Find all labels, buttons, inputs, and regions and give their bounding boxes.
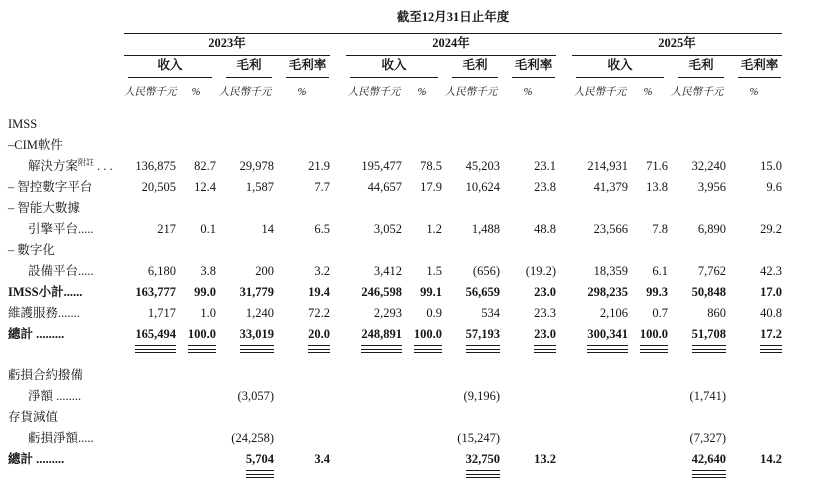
value-cell: (9,196) <box>463 389 500 403</box>
value-cell: 14.2 <box>760 452 782 466</box>
value-cell: 44,657 <box>367 180 402 194</box>
total-number: 248,891 <box>361 324 402 346</box>
value-cell: 195,477 <box>361 159 402 173</box>
row-label <box>0 156 124 177</box>
value-cell: 10,624 <box>465 180 500 194</box>
row-label <box>0 219 124 240</box>
value-cell: 23,566 <box>593 222 628 236</box>
value-cell: 3.8 <box>200 264 216 278</box>
row-label <box>0 240 124 261</box>
total-number: 100.0 <box>640 324 668 346</box>
total-value <box>126 324 176 353</box>
value-cell: 23.1 <box>534 159 556 173</box>
total-number: 51,708 <box>692 324 726 346</box>
total-value <box>683 449 726 478</box>
value-cell: 0.1 <box>200 222 216 236</box>
row-label <box>0 282 124 303</box>
value-cell: 41,379 <box>593 180 628 194</box>
unit-percent: % <box>297 87 307 98</box>
row-label-text: 存貨減值 <box>8 410 59 424</box>
financial-table <box>0 6 831 478</box>
column-header-revenue: 收入 <box>128 55 212 78</box>
value-cell: 78.5 <box>420 159 442 173</box>
value-cell: 23.0 <box>534 285 556 299</box>
unit-rmb-thousand: 人民幣千元 <box>218 87 272 98</box>
unit-rmb-thousand: 人民幣千元 <box>444 87 498 98</box>
row-label-text: –CIM軟件 <box>8 138 63 152</box>
row-label-text: 虧損合約撥備 <box>8 368 84 382</box>
value-cell: 534 <box>481 306 500 320</box>
value-cell: 1,717 <box>147 306 176 320</box>
value-cell: 1.2 <box>426 222 442 236</box>
total-number: 100.0 <box>188 324 216 346</box>
total-number: 42,640 <box>692 449 726 471</box>
double-rule <box>246 474 274 478</box>
unit-percent: % <box>417 87 427 98</box>
row-label-text: – 智能大數據 <box>8 201 80 215</box>
value-cell: 214,931 <box>587 159 628 173</box>
value-cell: 13.2 <box>534 452 556 466</box>
value-cell: 3.2 <box>314 264 330 278</box>
row-label <box>0 135 124 156</box>
unit-percent: % <box>523 87 533 98</box>
value-cell: (7,327) <box>689 431 726 445</box>
row-label <box>0 261 124 282</box>
value-cell: 71.6 <box>646 159 668 173</box>
value-cell: 32,240 <box>691 159 726 173</box>
total-value <box>179 324 216 353</box>
row-label <box>0 407 124 428</box>
value-cell <box>628 324 668 353</box>
dot-leader: . . . <box>94 159 113 173</box>
value-cell: (656) <box>472 264 500 278</box>
value-cell: 7.8 <box>652 222 668 236</box>
value-cell: 23.3 <box>534 306 556 320</box>
double-rule <box>466 474 500 478</box>
value-cell: 3,412 <box>373 264 402 278</box>
total-value <box>525 324 556 353</box>
value-cell: 1.5 <box>426 264 442 278</box>
year-header-2023: 2023年 <box>124 33 330 56</box>
double-rule <box>692 474 726 478</box>
total-number: 17.2 <box>760 324 782 346</box>
value-cell: 13.8 <box>646 180 668 194</box>
unit-rmb-thousand: 人民幣千元 <box>670 87 724 98</box>
row-label-text: 淨額 ........ <box>28 389 82 403</box>
value-cell <box>726 324 782 353</box>
unit-rmb-thousand: 人民幣千元 <box>124 87 177 98</box>
row-label-text: 虧損淨額..... <box>28 431 94 445</box>
value-cell: 298,235 <box>587 285 628 299</box>
value-cell: 99.1 <box>420 285 442 299</box>
row-label <box>0 198 124 219</box>
value-cell <box>346 324 402 353</box>
value-cell: 246,598 <box>361 285 402 299</box>
total-number: 23.0 <box>534 324 556 346</box>
value-cell <box>124 324 176 353</box>
unit-rmb-thousand: 人民幣千元 <box>573 87 627 98</box>
footnote-marker: 附註 <box>78 157 95 167</box>
value-cell: 50,848 <box>691 285 726 299</box>
value-cell: 29,978 <box>239 159 274 173</box>
row-label-text: – 智控數字平台 <box>8 180 93 194</box>
value-cell <box>176 324 216 353</box>
row-label-text: 維護服務....... <box>8 306 80 320</box>
column-header-revenue: 收入 <box>350 55 438 78</box>
value-cell: 6.5 <box>314 222 330 236</box>
value-cell: 6,890 <box>697 222 726 236</box>
total-number: 20.0 <box>308 324 330 346</box>
value-cell: 45,203 <box>465 159 500 173</box>
value-cell <box>274 324 330 353</box>
column-header-gross-margin: 毛利率 <box>738 55 781 78</box>
value-cell: 860 <box>707 306 726 320</box>
value-cell: (1,741) <box>689 389 726 403</box>
value-cell: (24,258) <box>231 431 274 445</box>
value-cell: 1,240 <box>245 306 274 320</box>
row-label-text: 設備平台..... <box>28 264 94 278</box>
value-cell: 56,659 <box>465 285 500 299</box>
column-header-gross-margin: 毛利率 <box>286 55 329 78</box>
total-value <box>683 324 726 353</box>
value-cell: 19.4 <box>308 285 330 299</box>
value-cell: 3,956 <box>697 180 726 194</box>
row-label <box>0 386 124 407</box>
total-value <box>237 449 274 478</box>
value-cell <box>442 324 500 353</box>
total-value <box>631 324 668 353</box>
table-title: 截至12月31日止年度 <box>124 7 782 34</box>
total-number: 57,193 <box>466 324 500 346</box>
value-cell <box>216 324 274 353</box>
year-header-2025: 2025年 <box>572 33 782 56</box>
total-value <box>231 324 274 353</box>
total-number: 300,341 <box>587 324 628 346</box>
total-value <box>578 324 628 353</box>
unit-percent: % <box>191 87 201 98</box>
row-label-text: – 數字化 <box>8 243 55 257</box>
row-label-text: IMSS小計...... <box>8 285 83 299</box>
row-label-text: 總計 ......... <box>8 327 65 341</box>
value-cell: 1,488 <box>471 222 500 236</box>
value-cell: 29.2 <box>760 222 782 236</box>
row-label-text: 總計 ......... <box>8 452 65 466</box>
total-number: 165,494 <box>135 324 176 346</box>
value-cell: 1,587 <box>245 180 274 194</box>
value-cell: (3,057) <box>237 389 274 403</box>
total-value <box>352 324 402 353</box>
value-cell: 40.8 <box>760 306 782 320</box>
value-cell: 99.3 <box>646 285 668 299</box>
row-spacer <box>0 353 782 365</box>
value-cell <box>668 449 726 478</box>
value-cell: (19.2) <box>525 264 556 278</box>
row-label <box>0 114 124 135</box>
value-cell: 3,052 <box>373 222 402 236</box>
value-cell: 12.4 <box>194 180 216 194</box>
column-header-revenue: 收入 <box>576 55 664 78</box>
row-label <box>0 449 124 478</box>
value-cell: 3.4 <box>314 452 330 466</box>
value-cell: 6,180 <box>147 264 176 278</box>
total-value <box>299 324 330 353</box>
value-cell: 9.6 <box>766 180 782 194</box>
row-spacer <box>0 104 782 114</box>
value-cell <box>668 324 726 353</box>
value-cell: 20,505 <box>141 180 176 194</box>
value-cell: 18,359 <box>593 264 628 278</box>
total-value <box>405 324 442 353</box>
value-cell: 163,777 <box>135 285 176 299</box>
column-header-gross-margin: 毛利率 <box>512 55 555 78</box>
value-cell: 7.7 <box>314 180 330 194</box>
value-cell: 48.8 <box>534 222 556 236</box>
row-label <box>0 428 124 449</box>
year-header-2024: 2024年 <box>346 33 556 56</box>
total-number: 100.0 <box>414 324 442 346</box>
total-number: 32,750 <box>466 449 500 471</box>
row-label <box>0 324 124 353</box>
value-cell: 17.9 <box>420 180 442 194</box>
row-label-text: IMSS <box>8 117 38 131</box>
value-cell: 82.7 <box>194 159 216 173</box>
value-cell: 23.8 <box>534 180 556 194</box>
value-cell: 42.3 <box>760 264 782 278</box>
value-cell: (15,247) <box>457 431 500 445</box>
value-cell: 14 <box>261 222 274 236</box>
value-cell: 217 <box>157 222 176 236</box>
value-cell: 0.9 <box>426 306 442 320</box>
total-value <box>751 324 782 353</box>
unit-rmb-thousand: 人民幣千元 <box>347 87 401 98</box>
value-cell: 1.0 <box>200 306 216 320</box>
value-cell <box>572 324 628 353</box>
value-cell: 0.7 <box>652 306 668 320</box>
column-header-gross-profit: 毛利 <box>452 55 498 78</box>
row-label <box>0 177 124 198</box>
value-cell: 200 <box>255 264 274 278</box>
value-cell: 72.2 <box>308 306 330 320</box>
value-cell <box>442 449 500 478</box>
total-value <box>457 324 500 353</box>
value-cell: 2,293 <box>373 306 402 320</box>
row-label-text: 引擎平台..... <box>28 222 94 236</box>
row-label-text: 解決方案 <box>28 159 79 173</box>
value-cell: 6.1 <box>652 264 668 278</box>
unit-percent: % <box>643 87 653 98</box>
column-header-gross-profit: 毛利 <box>678 55 724 78</box>
value-cell: 17.0 <box>760 285 782 299</box>
value-cell: 2,106 <box>599 306 628 320</box>
value-cell: 31,779 <box>239 285 274 299</box>
value-cell: 99.0 <box>194 285 216 299</box>
value-cell <box>216 449 274 478</box>
value-cell: 7,762 <box>697 264 726 278</box>
column-header-gross-profit: 毛利 <box>226 55 272 78</box>
value-cell: 21.9 <box>308 159 330 173</box>
value-cell: 15.0 <box>760 159 782 173</box>
total-value <box>457 449 500 478</box>
total-number: 33,019 <box>240 324 274 346</box>
row-label <box>0 365 124 386</box>
value-cell <box>500 324 556 353</box>
value-cell: 136,875 <box>135 159 176 173</box>
value-cell <box>402 324 442 353</box>
unit-percent: % <box>749 87 759 98</box>
total-number: 5,704 <box>246 449 274 471</box>
row-label <box>0 303 124 324</box>
